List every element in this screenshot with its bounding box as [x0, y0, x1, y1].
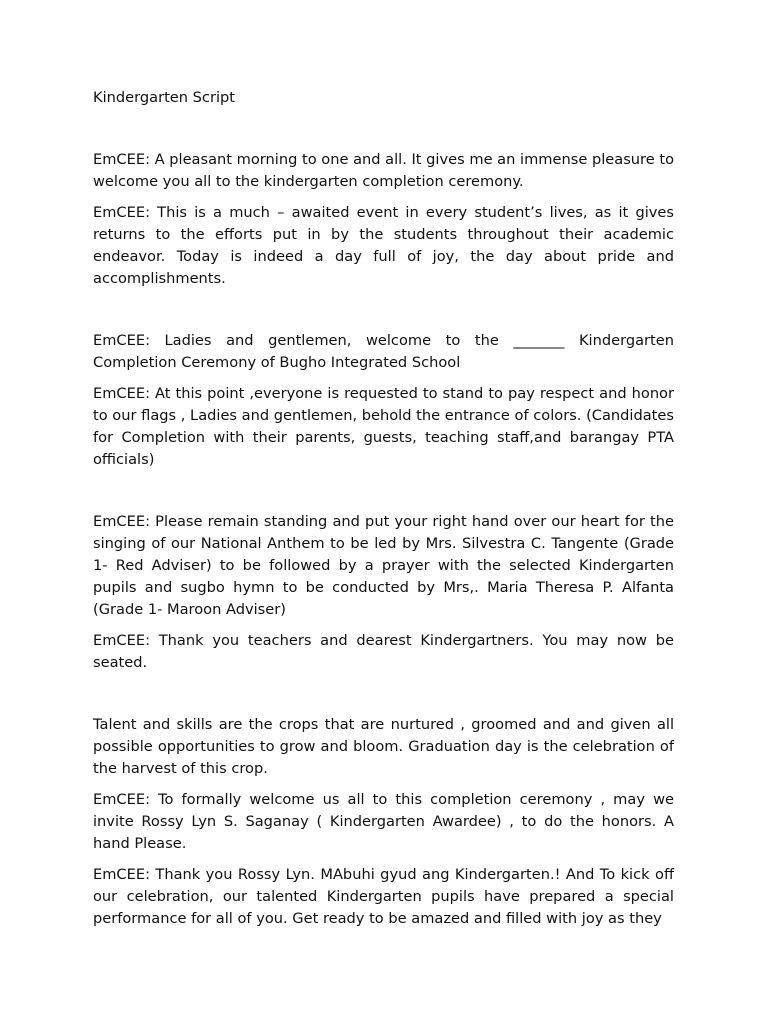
paragraph-national-anthem: EmCEE: Please remain standing and put your right hand over our heart for the singing of our National Anthem to be led by Mrs. Silvestra C. Tangente (Grade 1- Red Adviser) to be followed by a prayer with the selected Kindergarten pupils and sugbo hymn to be conducted by Mrs,. Maria Theresa P. Alfanta (Grade 1- Maroon Adviser): [93, 513, 674, 618]
document-title: Kindergarten Script: [93, 89, 235, 106]
paragraph-awardee-invite: EmCEE: To formally welcome us all to this completion ceremony , may we invite Rossy Lyn S. Saganay ( Kindergarten Awardee) , to do the honors. A hand Please.: [93, 791, 674, 852]
paragraph-awaited-event: EmCEE: This is a much – awaited event in every student’s lives, as it gives returns to the efforts put in by the students throughout their academic endeavor. Today is indeed a day full of joy, the day about pride and accomplishments.: [93, 204, 674, 287]
paragraph-welcome: EmCEE: A pleasant morning to one and all. It gives me an immense pleasure to welcome you all to the kindergarten completion ceremony.: [93, 151, 674, 190]
paragraph-kick-off: EmCEE: Thank you Rossy Lyn. MAbuhi gyud ang Kindergarten.! And To kick off our celebration, our talented Kindergarten pupils have prepared a special performance for all of you. Get ready to be amazed and filled with joy as they: [93, 866, 674, 927]
paragraph-be-seated: EmCEE: Thank you teachers and dearest Kindergartners. You may now be seated.: [93, 632, 674, 671]
paragraph-ceremony-intro: EmCEE: Ladies and gentlemen, welcome to the _______ Kindergarten Completion Ceremony of Bugho Integrated School: [93, 332, 674, 371]
document-page: [93, 0, 674, 930]
paragraph-talent-and-skills: Talent and skills are the crops that are nurtured , groomed and and given all possible opportunities to grow and bloom. Graduation day is the celebration of the harvest of this crop.: [93, 716, 674, 777]
paragraph-entrance-of-colors: EmCEE: At this point ,everyone is requested to stand to pay respect and honor to our flags , Ladies and gentlemen, behold the entrance of colors. (Candidates for Completion with their parents, guests, teaching staff,and barangay PTA officials): [93, 385, 674, 468]
